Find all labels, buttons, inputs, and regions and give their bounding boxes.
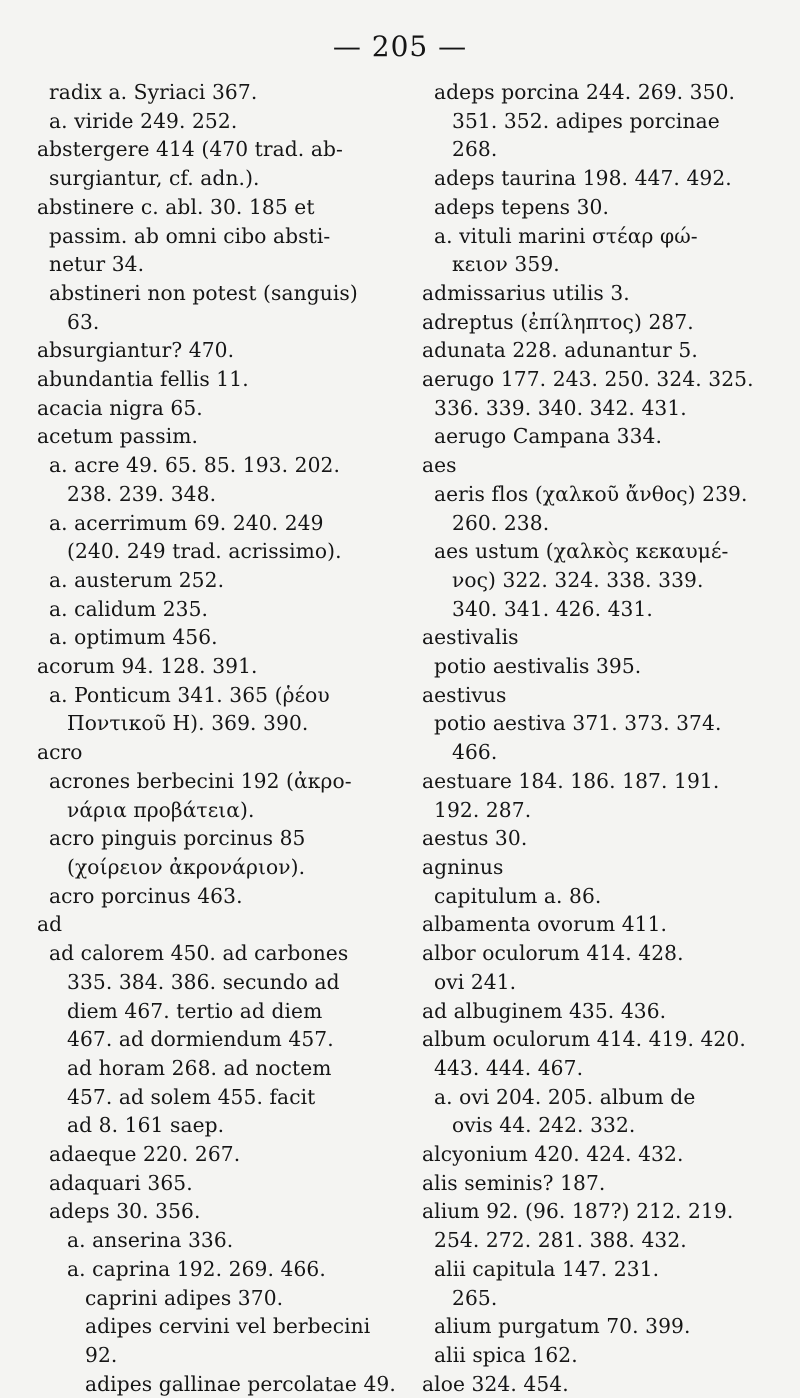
index-line: a. caprina 192. 269. 466.: [67, 1256, 326, 1281]
index-line: acorum 94. 128. 391.: [37, 654, 258, 679]
index-line: acro: [37, 740, 83, 765]
index-line: potio aestiva 371. 373. 374.: [434, 711, 722, 736]
index-line: 63.: [67, 309, 100, 334]
index-line: (χοίρειον ἀκρονάριον).: [67, 854, 306, 879]
index-line: alcyonium 420. 424. 432.: [422, 1142, 684, 1167]
index-line: a. Ponticum 341. 365 (ῥέου: [49, 682, 330, 707]
index-line: a. acerrimum 69. 240. 249: [49, 510, 324, 535]
index-line: aestivalis: [422, 625, 519, 650]
index-line: adaeque 220. 267.: [49, 1142, 241, 1167]
index-line: acro pinguis porcinus 85: [49, 826, 306, 851]
page-number: — 205 —: [332, 30, 468, 63]
index-line: adaquari 365.: [49, 1170, 193, 1195]
index-line: a. anserina 336.: [67, 1228, 234, 1253]
index-line: acetum passim.: [37, 424, 199, 449]
index-line: capitulum a. 86.: [434, 883, 602, 908]
index-line: ad albuginem 435. 436.: [422, 998, 667, 1023]
index-line: abundantia fellis 11.: [37, 367, 249, 392]
index-line: abstineri non potest (sanguis): [49, 280, 358, 305]
index-line: Ποντικοῦ H). 369. 390.: [67, 711, 309, 736]
index-line: adeps taurina 198. 447. 492.: [434, 166, 732, 191]
index-line: (240. 249 trad. acrissimo).: [67, 539, 342, 564]
index-line: aestuare 184. 186. 187. 191.: [422, 768, 720, 793]
index-line: aes ustum (χαλκὸς κεκαυμέ-: [434, 539, 729, 564]
index-line: surgiantur, cf. adn.).: [49, 166, 260, 191]
index-line: acrones berbecini 192 (ἀκρο-: [49, 768, 352, 793]
index-line: adipes gallinae percolatae 49.: [85, 1371, 396, 1396]
index-line: acacia nigra 65.: [37, 395, 203, 420]
index-line: absurgiantur? 470.: [37, 338, 235, 363]
index-line: potio aestivalis 395.: [434, 654, 642, 679]
index-line: admissarius utilis 3.: [422, 280, 630, 305]
index-line: aloe 324. 454.: [422, 1371, 569, 1396]
index-line: a. viride 249. 252.: [49, 108, 238, 133]
index-line: νος) 322. 324. 338. 339.: [452, 567, 704, 592]
index-line: adeps tepens 30.: [434, 194, 610, 219]
index-line: radix a. Syriaci 367.: [49, 80, 258, 104]
index-line: 466.: [452, 740, 498, 765]
index-line: adreptus (ἐπίληπτος) 287.: [422, 309, 694, 334]
index-line: netur 34.: [49, 252, 145, 277]
index-line: ad horam 268. ad noctem: [67, 1055, 332, 1080]
index-line: 457. ad solem 455. facit: [67, 1084, 316, 1109]
index-line: diem 467. tertio ad diem: [67, 998, 323, 1023]
index-line: acro porcinus 463.: [49, 883, 243, 908]
index-line: caprini adipes 370.: [85, 1285, 284, 1310]
index-line: 92.: [85, 1342, 118, 1367]
index-line: νάρια προβάτεια).: [67, 797, 255, 822]
index-line: 340. 341. 426. 431.: [452, 596, 653, 621]
index-line: 443. 444. 467.: [434, 1055, 584, 1080]
index-line: aestivus: [422, 682, 507, 707]
index-line: ad: [37, 912, 63, 937]
index-line: aerugo Campana 334.: [434, 424, 663, 449]
index-line: 192. 287.: [434, 797, 532, 822]
index-line: adeps porcina 244. 269. 350.: [434, 80, 736, 104]
index-line: a. austerum 252.: [49, 567, 225, 592]
index-line: album oculorum 414. 419. 420.: [422, 1027, 746, 1052]
index-line: κειον 359.: [452, 252, 560, 277]
index-line: 351. 352. adipes porcinae: [452, 108, 720, 133]
index-line: a. acre 49. 65. 85. 193. 202.: [49, 453, 341, 478]
index-line: 254. 272. 281. 388. 432.: [434, 1228, 687, 1253]
index-line: aeris flos (χαλκοῦ ἄνθος) 239.: [434, 481, 748, 506]
index-line: ad 8. 161 saep.: [67, 1113, 225, 1138]
index-line: 238. 239. 348.: [67, 481, 217, 506]
left-column: [37, 78, 396, 1398]
index-line: 268.: [452, 137, 498, 162]
index-line: ovis 44. 242. 332.: [452, 1113, 636, 1138]
index-line: adeps 30. 356.: [49, 1199, 201, 1224]
index-line: alii spica 162.: [434, 1342, 578, 1367]
index-line: 336. 339. 340. 342. 431.: [434, 395, 687, 420]
index-line: 467. ad dormiendum 457.: [67, 1027, 334, 1052]
index-line: 335. 384. 386. secundo ad: [67, 969, 340, 994]
index-line: aerugo 177. 243. 250. 324. 325.: [422, 367, 754, 392]
index-line: alis seminis? 187.: [422, 1170, 606, 1195]
index-line: alium purgatum 70. 399.: [434, 1314, 691, 1339]
index-line: albamenta ovorum 411.: [422, 912, 668, 937]
index-line: 265.: [452, 1285, 498, 1310]
index-line: ad calorem 450. ad carbones: [49, 941, 349, 966]
index-line: abstinere c. abl. 30. 185 et: [37, 194, 315, 219]
index-line: a. optimum 456.: [49, 625, 218, 650]
index-line: abstergere 414 (470 trad. ab-: [37, 137, 343, 162]
index-line: aestus 30.: [422, 826, 528, 851]
index-line: a. calidum 235.: [49, 596, 209, 621]
index-line: adunata 228. adunantur 5.: [422, 338, 698, 363]
index-line: a. ovi 204. 205. album de: [434, 1084, 696, 1109]
index-line: albor oculorum 414. 428.: [422, 941, 684, 966]
index-line: 260. 238.: [452, 510, 550, 535]
index-line: passim. ab omni cibo absti-: [49, 223, 331, 248]
index-line: alium 92. (96. 187?) 212. 219.: [422, 1199, 734, 1224]
index-line: ovi 241.: [434, 969, 517, 994]
index-line: alii capitula 147. 231.: [434, 1256, 660, 1281]
right-column: [422, 78, 767, 1398]
index-line: agninus: [422, 854, 504, 879]
index-line: adipes cervini vel berbecini: [85, 1314, 371, 1339]
index-line: aes: [422, 453, 457, 478]
index-line: a. vituli marini στέαρ φώ-: [434, 223, 698, 248]
